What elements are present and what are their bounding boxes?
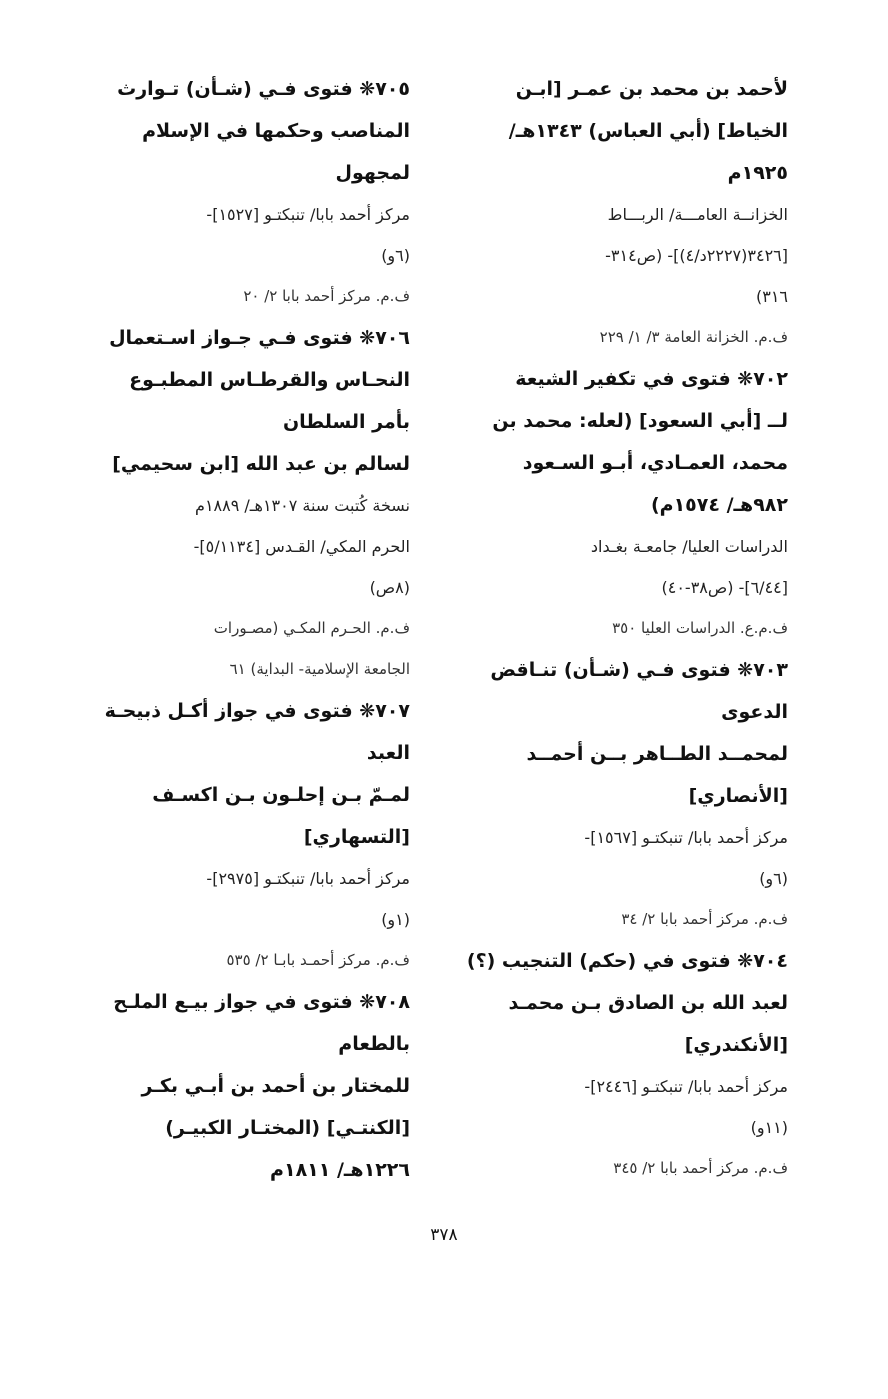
reference-line: ف.م. مركز أحمد بابا ٢/ ٣٤ <box>621 910 788 928</box>
entry-heading-line: محمد، العمـادي، أبـو السـعود <box>522 452 788 474</box>
location-line: (١١و) <box>750 1118 788 1137</box>
entry-heading-line: لمجهول <box>335 162 410 184</box>
location-line: [٦/٤٤]- (ص٣٨-٤٠) <box>661 578 788 597</box>
left-column <box>66 68 410 1191</box>
right-column <box>440 68 788 1189</box>
entry-heading-line: العبد <box>366 742 410 764</box>
entry-heading-line: ٧٠٤❋ فتوى في (حكم) التنجيب (؟) <box>466 950 788 972</box>
entry-heading-line: الخياط] (أبي العباس) ١٣٤٣هـ/ <box>508 120 788 142</box>
entry-heading-line: ٧٠٣❋ فتوى فـي (شـأن) تنـاقض <box>490 659 788 681</box>
entry-heading-line: ٧٠٢❋ فتوى في تكفير الشيعة <box>515 368 788 390</box>
entry-heading-line: ٧٠٨❋ فتوى في جواز بيـع الملـح <box>113 991 410 1013</box>
entry-heading-line: بأمر السلطان <box>282 411 410 433</box>
entry-heading-line: لسالم بن عبد الله [ابن سحيمي] <box>112 453 410 475</box>
entry-heading-line: النحـاس والقرطـاس المطبـوع <box>129 369 410 391</box>
location-line: (١و) <box>381 910 410 929</box>
entry-heading-line: ٧٠٥❋ فتوى فـي (شـأن) تـوارث <box>117 78 410 100</box>
entry-heading-line: ٧٠٧❋ فتوى في جواز أكـل ذبيحـة <box>104 700 410 722</box>
reference-line: ف.م. مركز أحمد بابا ٢/ ٢٠ <box>243 287 410 305</box>
location-line: نسخة كُتبت سنة ١٣٠٧هـ/ ١٨٨٩م <box>195 496 410 515</box>
location-line: مركز أحمد بابا/ تنبكتـو [١٥٢٧]- <box>206 205 410 224</box>
location-line: مركز أحمد بابا/ تنبكتـو [١٥٦٧]- <box>584 828 788 847</box>
location-line: الخزانــة العامـــة/ الربـــاط <box>607 205 788 224</box>
reference-line: ف.م. الخزانة العامة ٣/ ١/ ٢٢٩ <box>599 328 788 346</box>
entry-heading-line: بالطعام <box>338 1033 410 1055</box>
location-line: مركز أحمد بابا/ تنبكتـو [٢٩٧٥]- <box>206 869 410 888</box>
reference-line: الجامعة الإسلامية- البداية) ٦١ <box>229 660 410 678</box>
location-line: الحرم المكي/ القـدس [٥/١١٣٤]- <box>193 537 410 556</box>
entry-heading-line: [التسهاري] <box>303 826 410 848</box>
location-line: (٦و) <box>381 246 410 265</box>
page-number: ٣٧٨ <box>430 1225 458 1245</box>
entry-heading-line: ١٩٢٥م <box>727 162 788 184</box>
entry-heading-line: [الأنكندري] <box>684 1034 788 1056</box>
reference-line: ف.م. مركز أحمـد بابـا ٢/ ٥٣٥ <box>226 951 410 969</box>
entry-heading-line: لمحمــد الطــاهر بــن أحمــد <box>526 743 788 765</box>
entry-heading-line: ٩٨٢هـ/ ١٥٧٤م) <box>650 494 788 516</box>
entry-heading-line: ١٢٢٦هـ/ ١٨١١م <box>270 1159 410 1181</box>
location-line: (٦و) <box>759 869 788 888</box>
reference-line: ف.م. الحـرم المكـي (مصـورات <box>213 619 410 637</box>
entry-heading-line: [الأنصاري] <box>688 785 788 807</box>
entry-heading-line: الدعوى <box>721 701 788 723</box>
entry-heading-line: للمختار بن أحمد بن أبـي بكـر <box>141 1075 410 1097</box>
entry-heading-line: [الكنتـي] (المختـار الكبيـر) <box>165 1117 410 1139</box>
entry-heading-line: لمـمّ بـن إحلـون بـن اكسـف <box>152 784 410 806</box>
entry-heading-line: لعبد الله بن الصادق بـن محمـد <box>508 992 788 1014</box>
reference-line: ف.م.ع. الدراسات العليا ٣٥٠ <box>612 619 788 637</box>
reference-line: ف.م. مركز أحمد بابا ٢/ ٣٤٥ <box>613 1159 788 1177</box>
entry-heading-line: لأحمد بن محمد بن عمـر [ابـن <box>515 78 788 100</box>
entry-heading-line: لــ [أبي السعود] (لعله: محمد بن <box>492 410 788 432</box>
location-line: الدراسات العليا/ جامعـة بغـداد <box>590 537 788 556</box>
location-line: (٨ص) <box>369 578 410 597</box>
entry-heading-line: ٧٠٦❋ فتوى فـي جـواز اسـتعمال <box>109 327 410 349</box>
location-line: [٣٤٢٦(٢٢٢٧د/٤)]- (ص٣١٤- <box>605 246 788 265</box>
location-line: ٣١٦) <box>755 287 788 306</box>
entry-heading-line: المناصب وحكمها في الإسلام <box>142 120 410 142</box>
location-line: مركز أحمد بابا/ تنبكتـو [٢٤٤٦]- <box>584 1077 788 1096</box>
